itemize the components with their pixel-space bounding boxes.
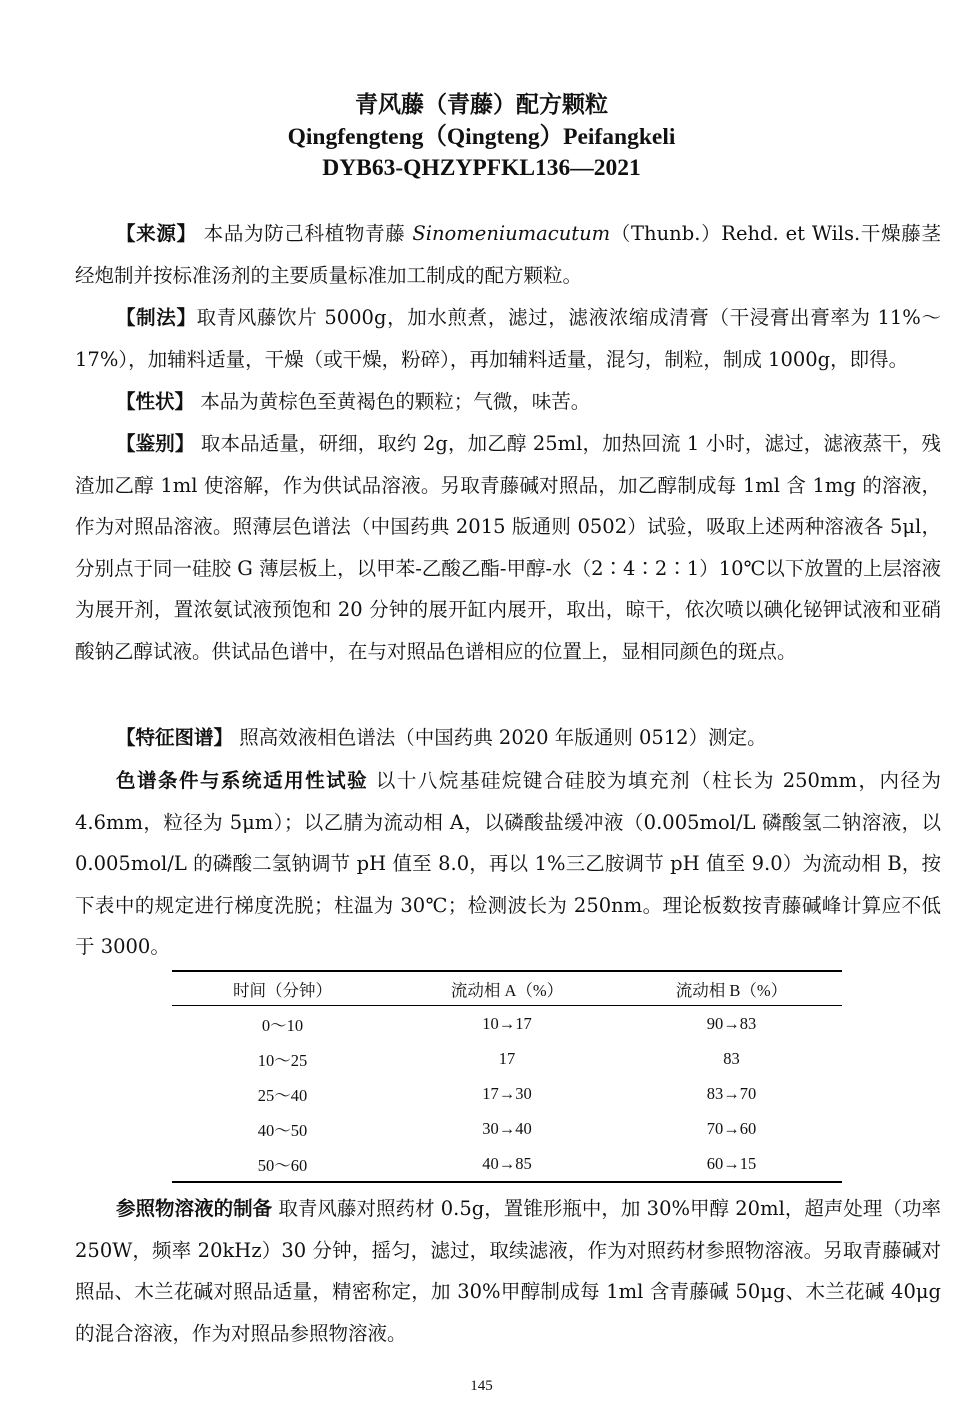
section-preparation <box>75 297 941 380</box>
title-block <box>0 88 963 184</box>
cell-phase-a: 40→85 <box>393 1146 621 1182</box>
table-row <box>172 1111 842 1146</box>
identification-text: 取本品适量，研细，取约 2g，加乙醇 25ml，加热回流 1 小时，滤过，滤液蒸干，残渣加乙醇 1ml 使溶解，作为供试品溶液。另取青藤碱对照品，加乙醇制成每 1ml 含 1mg 的溶液，作为对照品溶液。照薄层色谱法（中国药典 2015 版通则 0502）试验，吸取上述两种溶液各 5μl，分别点于同一硅胶 G 薄层板上，以甲苯-乙酸乙酯-甲醇-水（2∶4∶2∶1）10℃以下放置的上层溶液为展开剂，置浓氨试液预饱和 20 分钟的展开缸内展开，取出，晾干，依次喷以碘化铋钾试液和亚硝酸钠乙醇试液。供试品色谱中，在与对照品色谱相应的位置上，显相同颜色的斑点。 <box>75 432 941 663</box>
character-label: 【性状】 <box>116 390 195 413</box>
source-latin-name: Sinomeniumacutum <box>412 222 611 245</box>
cell-time: 50～60 <box>172 1146 393 1182</box>
header-phase-b: 流动相 B（%） <box>621 971 842 1006</box>
table-row <box>172 1041 842 1076</box>
source-text-b: （Thunb.）Rehd. et Wils.干燥藤茎经炮制并按标准汤剂的主要质量标准加工制成的配方颗粒。 <box>75 222 941 287</box>
gradient-table <box>172 970 842 1183</box>
cell-phase-b: 60→15 <box>621 1146 842 1182</box>
reference-prep-label: 参照物溶液的制备 <box>116 1197 273 1220</box>
page-number: 145 <box>470 1378 493 1394</box>
conditions-text: 以十八烷基硅烷键合硅胶为填充剂（柱长为 250mm，内径为 4.6mm，粒径为 5μm）；以乙腈为流动相 A，以磷酸盐缓冲液（0.005mol/L 磷酸氢二钠溶液，以 0.005mol/L 的磷酸二氢钠调节 pH 值至 8.0，再以 1%三乙胺调节 pH 值至 9.0）为流动相 B，按下表中的规定进行梯度洗脱；柱温为 30℃；检测波长为 250nm。理论板数按青藤碱峰计算应不低于 3000。 <box>75 769 941 958</box>
section-identification <box>75 423 941 672</box>
cell-phase-a: 10→17 <box>482 1013 532 1033</box>
section-reference-prep <box>75 1188 941 1354</box>
cell-phase-a: 30→40 <box>482 1118 532 1138</box>
fingerprint-text: 照高效液相色谱法（中国药典 2020 年版通则 0512）测定。 <box>239 726 767 749</box>
cell-phase-a: 17 <box>498 1048 516 1068</box>
header-phase-a: 流动相 A（%） <box>393 971 621 1006</box>
table-row <box>172 1006 842 1042</box>
table-row <box>172 1146 842 1182</box>
cell-time: 0～10 <box>261 1015 304 1035</box>
conditions-label: 色谱条件与系统适用性试验 <box>116 769 369 792</box>
table-row <box>172 1076 842 1111</box>
section-source <box>75 213 941 296</box>
standard-number: DYB63-QHZYPFKL136—2021 <box>322 155 641 181</box>
cell-time: 10～25 <box>257 1050 308 1070</box>
reference-prep-text: 取青风藤对照药材 0.5g，置锥形瓶中，加 30%甲醇 20ml，超声处理（功率 250W，频率 20kHz）30 分钟，摇匀，滤过，取续滤液，作为对照药材参照物溶液。另取青藤碱对照品、木兰花碱对照品适量，精密称定，加 30%甲醇制成每 1ml 含青藤碱 50μg、木兰花碱 40μg 的混合溶液，作为对照品参照物溶液。 <box>75 1197 941 1345</box>
cell-phase-b: 70→60 <box>706 1118 757 1138</box>
source-label: 【来源】 <box>116 222 197 245</box>
fingerprint-label: 【特征图谱】 <box>116 726 234 749</box>
source-text-a: 本品为防己科植物青藤 <box>203 222 406 245</box>
table-header-row <box>172 971 842 1006</box>
section-conditions <box>75 760 941 968</box>
section-character <box>75 381 941 423</box>
character-text: 本品为黄棕色至黄褐色的颗粒；气微，味苦。 <box>200 390 591 413</box>
title-chinese: 青风藤（青藤）配方颗粒 <box>355 92 608 118</box>
preparation-label: 【制法】 <box>116 306 197 329</box>
cell-phase-b: 90→83 <box>706 1013 757 1033</box>
cell-phase-b: 83→70 <box>706 1083 757 1103</box>
cell-phase-a: 17→30 <box>482 1083 532 1103</box>
section-fingerprint <box>75 717 941 759</box>
cell-phase-b: 83 <box>723 1048 740 1068</box>
header-time: 时间（分钟） <box>172 971 393 1006</box>
cell-time: 40～50 <box>257 1120 308 1140</box>
title-pinyin: Qingfengteng（Qingteng）Peifangkeli <box>287 124 676 150</box>
identification-label: 【鉴别】 <box>116 432 195 455</box>
preparation-text: 取青风藤饮片 5000g，加水煎煮，滤过，滤液浓缩成清膏（干浸膏出膏率为 11%～17%），加辅料适量，干燥（或干燥，粉碎），再加辅料适量，混匀，制粒，制成 1000g，即得。 <box>75 306 941 371</box>
cell-time: 25～40 <box>257 1085 308 1105</box>
